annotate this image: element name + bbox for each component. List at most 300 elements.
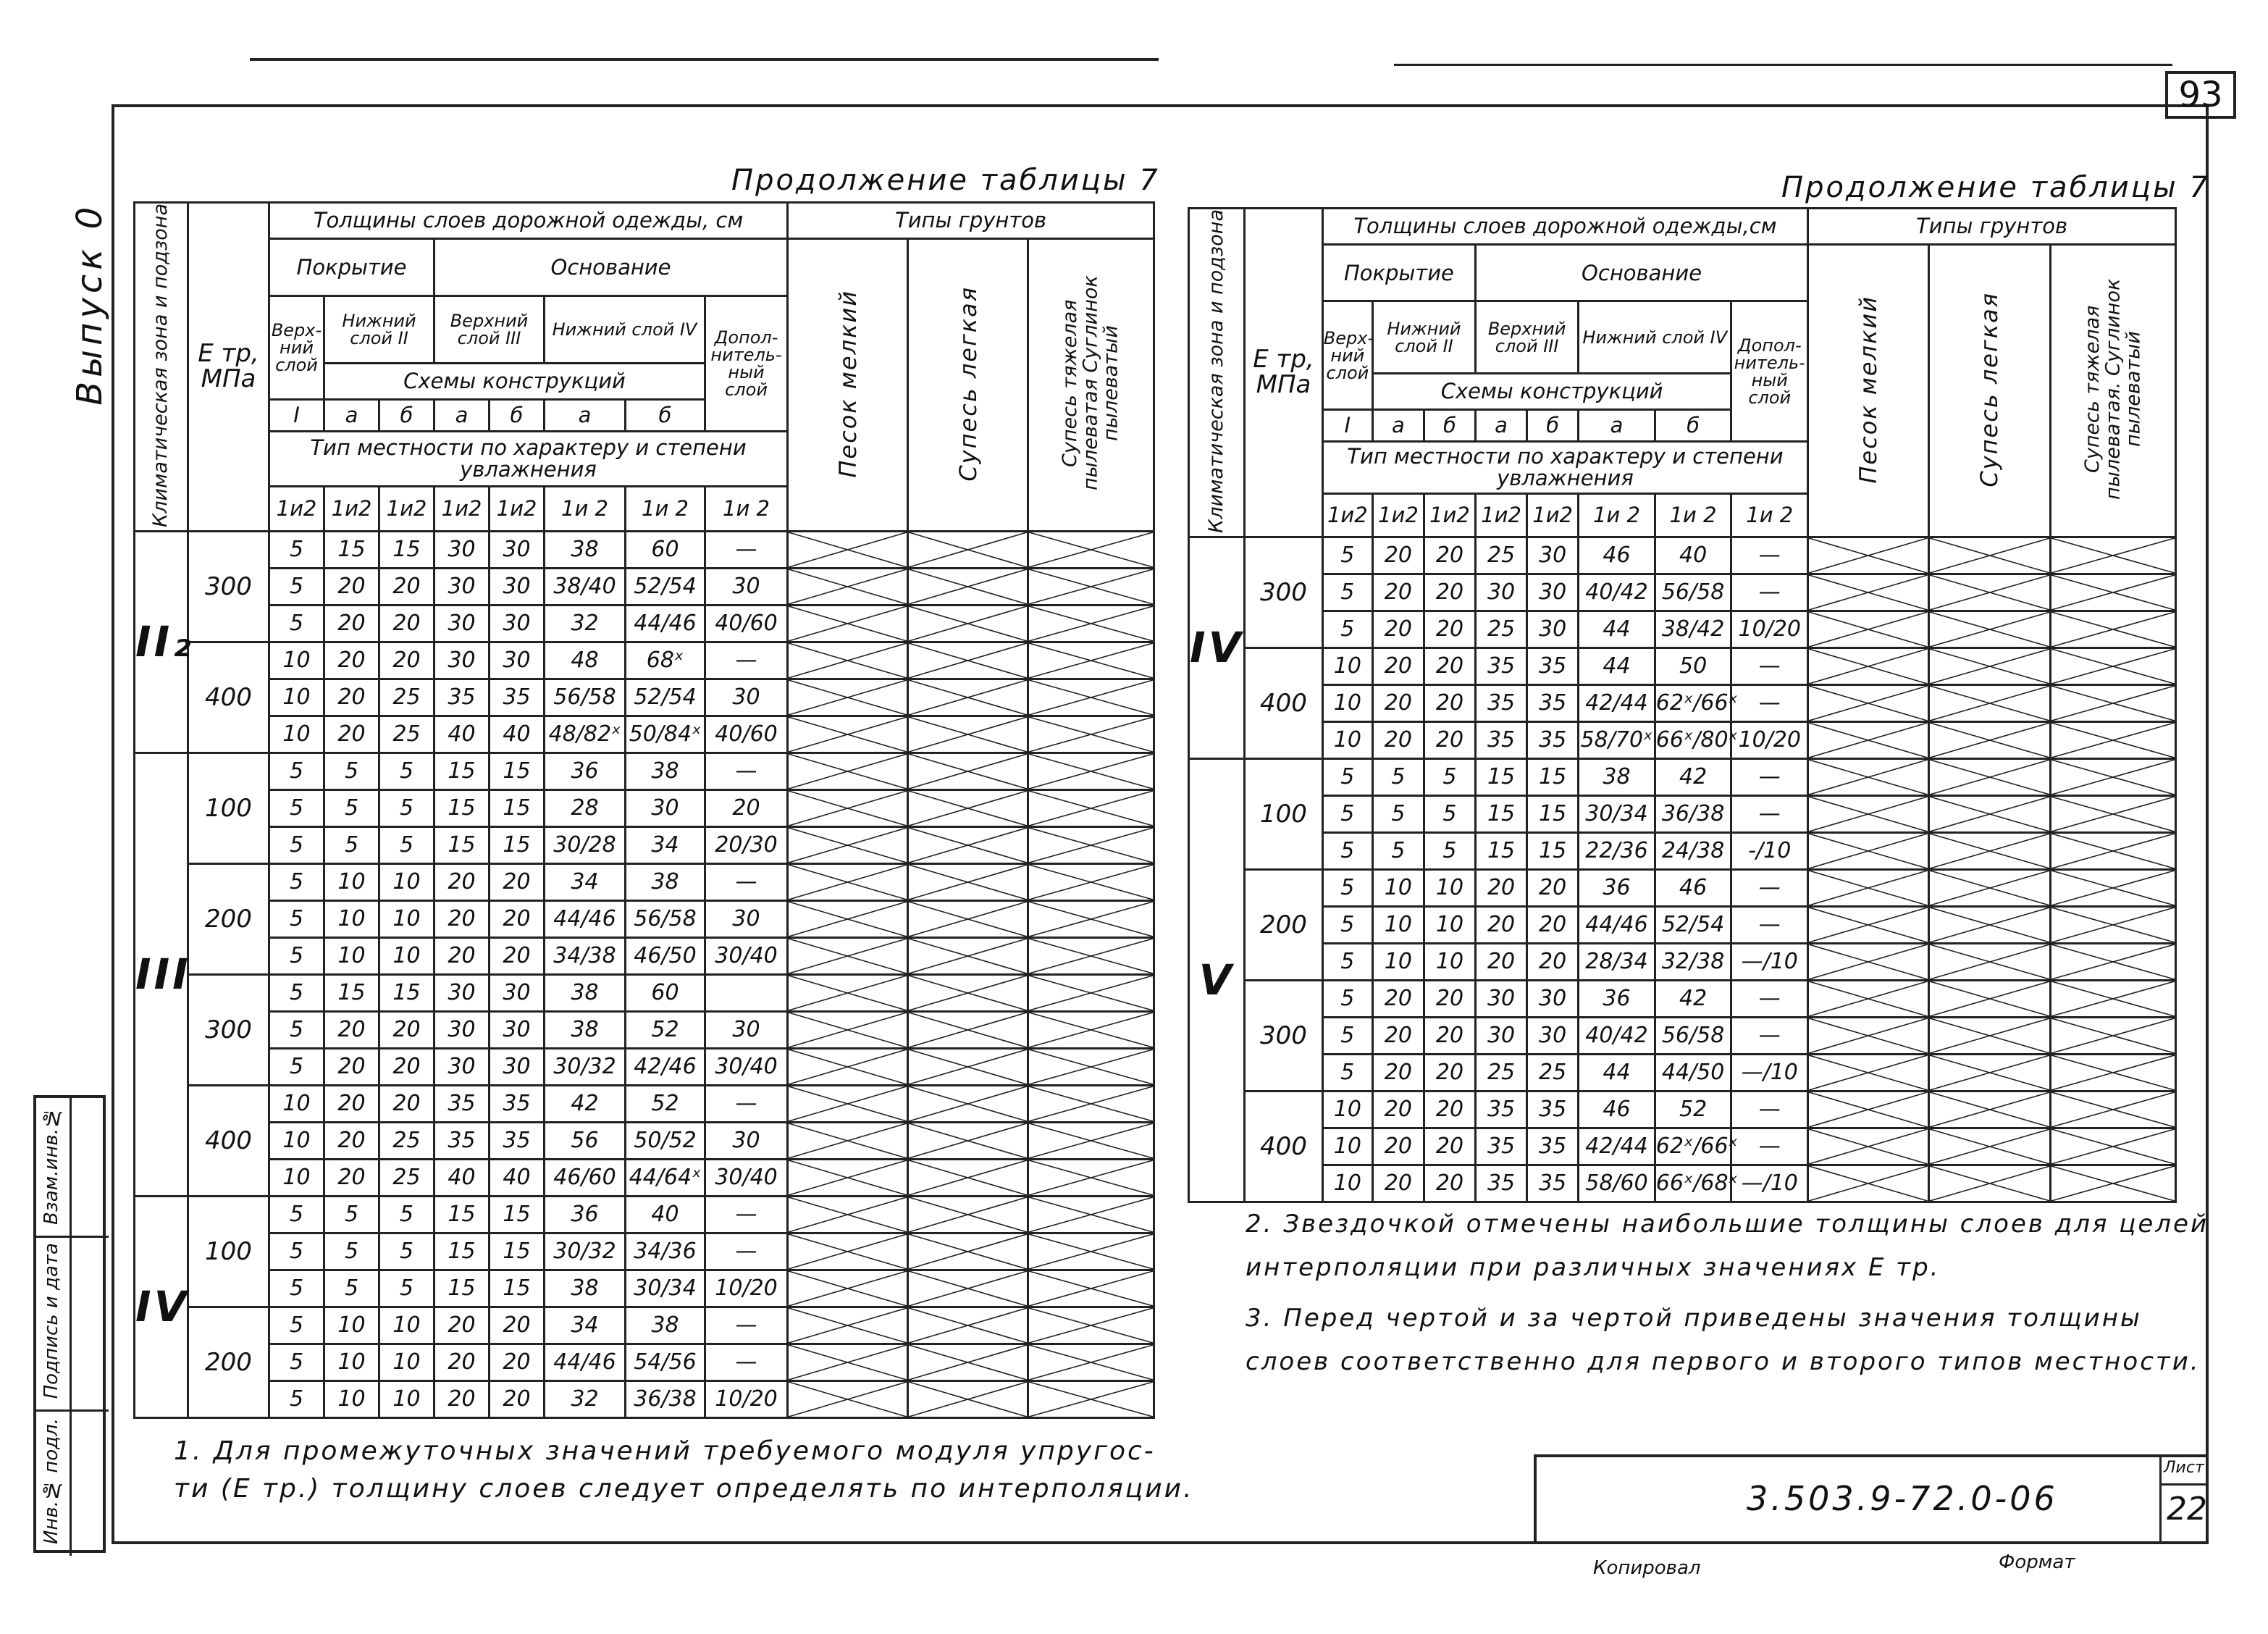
thickness-cell: 35 xyxy=(1476,648,1527,684)
thickness-cell: 5 xyxy=(379,826,434,863)
thickness-cell: 5 xyxy=(324,789,379,826)
footer-copied-by: Копировал xyxy=(1593,1557,1701,1579)
soil-cross-cell xyxy=(2051,1165,2176,1202)
thickness-cell: 20 xyxy=(490,900,545,937)
soil-cross-cell xyxy=(1028,974,1154,1011)
table-row xyxy=(1189,611,2176,648)
niz2-header: Нижний слой II xyxy=(1372,301,1475,373)
thickness-cell: 10 xyxy=(1322,1128,1372,1165)
thickness-cell: 10/20 xyxy=(1731,611,1808,648)
thickness-cell: 5 xyxy=(1322,832,1372,869)
table-row xyxy=(135,1233,1154,1270)
thickness-cell: 35 xyxy=(1476,1091,1527,1128)
soil-cross-cell xyxy=(1808,869,1929,906)
thickness-cell: 20 xyxy=(490,937,545,974)
scheme-a3: а xyxy=(545,399,626,431)
cross-mark-icon xyxy=(2051,1129,2175,1164)
cross-mark-icon xyxy=(1930,1166,2050,1201)
thickness-cell: 38 xyxy=(1579,758,1655,795)
thickness-cell: 60 xyxy=(626,531,705,568)
scheme-b1: б xyxy=(1424,409,1475,441)
soil-cross-cell xyxy=(908,863,1028,900)
thickness-cell: 35 xyxy=(490,1122,545,1159)
soil-cross-cell xyxy=(1928,795,2051,832)
thickness-cell: 15 xyxy=(379,531,434,568)
thickness-cell: 20 xyxy=(379,1048,434,1085)
soil-cross-cell xyxy=(788,1233,908,1270)
thickness-cell: 20 xyxy=(324,679,379,716)
pokrytie-header: Покрытие xyxy=(269,239,434,296)
thickness-cell: 40/60 xyxy=(705,716,788,753)
table-row xyxy=(135,1196,1154,1233)
n12-5: 1и2 xyxy=(1527,493,1579,537)
soil-cross-cell xyxy=(1808,721,1929,758)
table-row xyxy=(135,974,1154,1011)
table-row xyxy=(1189,574,2176,611)
soil-cross-cell xyxy=(908,1307,1028,1344)
thickness-cell: 62ˣ/66ˣ xyxy=(1655,684,1731,721)
thickness-cell: 10 xyxy=(1424,906,1475,943)
table-row xyxy=(135,642,1154,679)
thickness-cell: 20 xyxy=(1424,980,1475,1017)
scheme-b3: б xyxy=(626,399,705,431)
left-table-caption: Продолжение таблицы 7 xyxy=(731,164,1160,197)
thickness-cell: — xyxy=(1731,684,1808,721)
table-row xyxy=(1189,648,2176,684)
zone-header-text: Климатическая зона и подзона xyxy=(149,204,172,527)
thickness-cell: 5 xyxy=(1322,1017,1372,1054)
thickness-cell: 36/38 xyxy=(626,1380,705,1417)
zone-cell: III xyxy=(135,753,188,1196)
cross-mark-icon xyxy=(789,1382,907,1417)
cross-mark-icon xyxy=(2051,1092,2175,1127)
e-value-cell: 200 xyxy=(1245,869,1323,980)
left-table xyxy=(133,201,1155,1419)
soil-types-header: Типы грунтов xyxy=(1808,209,2176,245)
top-rule-left xyxy=(250,58,1159,61)
n12-5: 1и2 xyxy=(490,486,545,531)
soil-cross-cell xyxy=(1808,943,1929,980)
thickness-cell: 30 xyxy=(490,531,545,568)
thickness-header: Толщины слоев дорожной одежды, см xyxy=(269,203,788,239)
soil-cross-cell xyxy=(908,1196,1028,1233)
thickness-cell: 5 xyxy=(269,900,324,937)
thickness-cell: 5 xyxy=(379,753,434,789)
soil-cross-cell xyxy=(908,679,1028,716)
thickness-cell: 44/46 xyxy=(1579,906,1655,943)
cross-mark-icon xyxy=(1029,1382,1153,1417)
thickness-cell: 15 xyxy=(1476,795,1527,832)
verh3-header: Верхний слой III xyxy=(434,296,545,363)
soil-cross-cell xyxy=(1028,1307,1154,1344)
soil-cross-cell xyxy=(908,1048,1028,1085)
cross-mark-icon xyxy=(1029,643,1153,678)
cross-mark-icon xyxy=(909,606,1027,641)
thickness-cell: 34/36 xyxy=(626,1233,705,1270)
soil-cross-cell xyxy=(2051,980,2176,1017)
thickness-cell: — xyxy=(1731,574,1808,611)
thickness-cell: 20 xyxy=(324,1085,379,1122)
cross-mark-icon xyxy=(789,828,907,863)
thickness-cell: 5 xyxy=(269,863,324,900)
thickness-cell: 5 xyxy=(1372,795,1424,832)
soil-cross-cell xyxy=(1928,684,2051,721)
thickness-cell: 5 xyxy=(1322,574,1372,611)
cross-mark-icon xyxy=(2051,686,2175,721)
thickness-cell: 56 xyxy=(545,1122,626,1159)
zone-cell: IV xyxy=(1189,537,1245,758)
soil-cross-cell xyxy=(788,1085,908,1122)
soil-cross-cell xyxy=(788,1048,908,1085)
thickness-cell: 5 xyxy=(324,753,379,789)
thickness-cell: 20 xyxy=(379,605,434,642)
soil-cross-cell xyxy=(908,1159,1028,1196)
thickness-cell: 40 xyxy=(490,716,545,753)
thickness-cell: 46/50 xyxy=(626,937,705,974)
thickness-cell: — xyxy=(705,1307,788,1344)
schemes-header: Схемы конструкций xyxy=(1372,373,1731,409)
thickness-cell xyxy=(705,974,788,1011)
thickness-cell: 10 xyxy=(379,863,434,900)
note-2: 2. Звездочкой отмечены наибольшие толщины слоев для целей интерполяции при различных значениях Е тр. xyxy=(1246,1210,2209,1282)
thickness-cell: 10 xyxy=(379,1380,434,1417)
right-table xyxy=(1188,207,2177,1203)
thickness-cell: 20 xyxy=(1372,721,1424,758)
cross-mark-icon xyxy=(1029,606,1153,641)
cross-mark-icon xyxy=(1930,723,2050,758)
e-value-cell: 200 xyxy=(188,863,269,974)
niz2-header: Нижний слой II xyxy=(324,296,434,363)
soil-cross-cell xyxy=(788,531,908,568)
thickness-cell: 30/34 xyxy=(1579,795,1655,832)
cross-mark-icon xyxy=(1930,981,2050,1016)
soil-cross-cell xyxy=(908,605,1028,642)
thickness-cell: 42/46 xyxy=(626,1048,705,1085)
thickness-cell: 44 xyxy=(1579,1054,1655,1091)
soil-cross-cell xyxy=(1028,568,1154,605)
table-row xyxy=(135,1048,1154,1085)
thickness-cell: 62ˣ/66ˣ xyxy=(1655,1128,1731,1165)
soil-cross-cell xyxy=(2051,758,2176,795)
thickness-cell: 20 xyxy=(324,642,379,679)
soil-cross-cell xyxy=(1028,1233,1154,1270)
thickness-cell: 36 xyxy=(545,1196,626,1233)
cross-mark-icon xyxy=(1809,944,1928,979)
cross-mark-icon xyxy=(1809,1018,1928,1053)
thickness-cell: 44/46 xyxy=(545,900,626,937)
soil-cross-cell xyxy=(1028,1048,1154,1085)
cross-mark-icon xyxy=(2051,834,2175,868)
thickness-cell: 10 xyxy=(324,900,379,937)
soil-cross-cell xyxy=(2051,1091,2176,1128)
soil-cross-cell xyxy=(2051,721,2176,758)
thickness-cell: 52/54 xyxy=(626,568,705,605)
soil-header-2 xyxy=(1928,245,2051,537)
table-row xyxy=(1189,1017,2176,1054)
cross-mark-icon xyxy=(909,791,1027,826)
thickness-cell: 20 xyxy=(324,1122,379,1159)
thickness-cell: 38 xyxy=(545,1270,626,1307)
table-row xyxy=(135,789,1154,826)
thickness-cell: 20 xyxy=(1372,1128,1424,1165)
soil-cross-cell xyxy=(788,789,908,826)
thickness-cell: 36 xyxy=(1579,980,1655,1017)
cross-mark-icon xyxy=(1809,797,1928,831)
cross-mark-icon xyxy=(1029,865,1153,900)
thickness-cell: 20 xyxy=(1527,943,1579,980)
e-value-cell: 400 xyxy=(1245,1091,1323,1202)
thickness-cell: 20 xyxy=(1372,1165,1424,1202)
thickness-cell: 42 xyxy=(1655,980,1731,1017)
soil-cross-cell xyxy=(908,974,1028,1011)
soil-cross-cell xyxy=(2051,648,2176,684)
n12-7: 1и 2 xyxy=(1655,493,1731,537)
e-value-cell: 300 xyxy=(1245,980,1323,1091)
thickness-cell: 20 xyxy=(434,1307,490,1344)
thickness-cell: 30 xyxy=(705,900,788,937)
thickness-cell: 10 xyxy=(269,1159,324,1196)
verh-header: Верх-ний слой xyxy=(269,296,324,399)
soil-cross-cell xyxy=(1808,537,1929,574)
thickness-cell: 5 xyxy=(379,1233,434,1270)
thickness-cell: 15 xyxy=(434,1270,490,1307)
soil-cross-cell xyxy=(1808,648,1929,684)
thickness-cell: 36 xyxy=(545,753,626,789)
e-value-cell: 400 xyxy=(188,642,269,753)
soil-cross-cell xyxy=(1028,716,1154,753)
e-value-cell: 100 xyxy=(188,1196,269,1307)
thickness-cell: 15 xyxy=(490,826,545,863)
cross-mark-icon xyxy=(909,1382,1027,1417)
right-table-caption: Продолжение таблицы 7 xyxy=(1781,171,2210,204)
cross-mark-icon xyxy=(909,1197,1027,1232)
thickness-cell: 30 xyxy=(434,974,490,1011)
table-row xyxy=(1189,943,2176,980)
thickness-cell: 10 xyxy=(379,1344,434,1380)
note-3: 3. Перед чертой и за чертой приведены значения толщины слоев соответственно для первого и второго типов местности. xyxy=(1246,1304,2201,1376)
thickness-cell: 15 xyxy=(1527,795,1579,832)
thickness-cell: 38 xyxy=(545,974,626,1011)
cross-mark-icon xyxy=(789,717,907,752)
soil-cross-cell xyxy=(788,1270,908,1307)
thickness-cell: 68ˣ xyxy=(626,642,705,679)
thickness-cell: 20 xyxy=(1372,611,1424,648)
table-row xyxy=(1189,721,2176,758)
thickness-cell: 10 xyxy=(1322,684,1372,721)
thickness-cell: 5 xyxy=(1372,832,1424,869)
soil-header-1 xyxy=(1808,245,1929,537)
page-number: 93 xyxy=(2178,75,2223,115)
scheme-I: I xyxy=(269,399,324,431)
thickness-cell: 44/46 xyxy=(626,605,705,642)
thickness-cell: 46 xyxy=(1579,1091,1655,1128)
thickness-cell: 30/32 xyxy=(545,1233,626,1270)
thickness-cell: 25 xyxy=(379,679,434,716)
n12-8: 1и 2 xyxy=(705,486,788,531)
zone-cell: V xyxy=(1189,758,1245,1202)
cross-mark-icon xyxy=(1809,1092,1928,1127)
cross-mark-icon xyxy=(1930,1055,2050,1090)
soil-header-3-text: Супесь тяжелая пылеватая. Суглинок пылеватый xyxy=(2080,278,2145,500)
cross-mark-icon xyxy=(909,902,1027,937)
soil-header-1-text: Песок мелкий xyxy=(1854,295,1882,484)
soil-cross-cell xyxy=(788,1011,908,1048)
cross-mark-icon xyxy=(1930,1018,2050,1053)
thickness-cell: 5 xyxy=(269,753,324,789)
thickness-cell: 10/20 xyxy=(705,1270,788,1307)
thickness-cell: 32/38 xyxy=(1655,943,1731,980)
thickness-cell: 35 xyxy=(1527,721,1579,758)
stamp-label-2: Подпись и дата xyxy=(41,1243,62,1399)
thickness-cell: 38/40 xyxy=(545,568,626,605)
thickness-cell: 10 xyxy=(1322,648,1372,684)
thickness-cell: — xyxy=(1731,1128,1808,1165)
thickness-cell: 40/42 xyxy=(1579,1017,1655,1054)
thickness-cell: 20 xyxy=(490,863,545,900)
soil-cross-cell xyxy=(1808,1165,1929,1202)
thickness-header: Толщины слоев дорожной одежды,см xyxy=(1322,209,1807,245)
sheet-number: 22 xyxy=(2167,1491,2207,1528)
soil-cross-cell xyxy=(1808,980,1929,1017)
n12-3: 1и2 xyxy=(1424,493,1475,537)
soil-cross-cell xyxy=(1028,826,1154,863)
cross-mark-icon xyxy=(1809,908,1928,942)
thickness-cell: 35 xyxy=(1476,684,1527,721)
thickness-cell: 20 xyxy=(1476,906,1527,943)
thickness-cell: 20 xyxy=(705,789,788,826)
cross-mark-icon xyxy=(789,1308,907,1343)
thickness-cell: 20 xyxy=(324,568,379,605)
table-row xyxy=(135,937,1154,974)
thickness-cell: 35 xyxy=(434,1122,490,1159)
thickness-cell: 10 xyxy=(1372,906,1424,943)
scheme-b3: б xyxy=(1655,409,1731,441)
thickness-cell: 44/64ˣ xyxy=(626,1159,705,1196)
soil-cross-cell xyxy=(2051,906,2176,943)
soil-cross-cell xyxy=(908,716,1028,753)
thickness-cell: 25 xyxy=(1476,611,1527,648)
soil-cross-cell xyxy=(788,900,908,937)
thickness-cell: 30 xyxy=(705,679,788,716)
cross-mark-icon xyxy=(2051,723,2175,758)
soil-cross-cell xyxy=(1028,900,1154,937)
cross-mark-icon xyxy=(1029,976,1153,1010)
thickness-cell: 5 xyxy=(269,568,324,605)
thickness-cell: 52 xyxy=(626,1011,705,1048)
thickness-cell: 5 xyxy=(269,937,324,974)
cross-mark-icon xyxy=(789,643,907,678)
cross-mark-icon xyxy=(1930,1129,2050,1164)
thickness-cell: 30/32 xyxy=(545,1048,626,1085)
pokrytie-header: Покрытие xyxy=(1322,245,1475,301)
thickness-cell: 20 xyxy=(490,1380,545,1417)
soil-cross-cell xyxy=(2051,574,2176,611)
thickness-cell: —/10 xyxy=(1731,1165,1808,1202)
table-row xyxy=(135,1344,1154,1380)
thickness-cell: — xyxy=(1731,758,1808,795)
stamp-divider xyxy=(70,1098,72,1556)
thickness-cell: 20 xyxy=(1527,869,1579,906)
e-value-cell: 300 xyxy=(1245,537,1323,648)
table-row xyxy=(135,1307,1154,1344)
thickness-cell: —/10 xyxy=(1731,1054,1808,1091)
soil-cross-cell xyxy=(1928,574,2051,611)
table-row xyxy=(135,1011,1154,1048)
thickness-cell: 10 xyxy=(269,679,324,716)
thickness-cell: 30 xyxy=(1527,980,1579,1017)
thickness-cell: 20 xyxy=(1424,1054,1475,1091)
table-row xyxy=(135,605,1154,642)
cross-mark-icon xyxy=(909,1086,1027,1121)
table-row xyxy=(135,716,1154,753)
soil-cross-cell xyxy=(1028,863,1154,900)
thickness-cell: 20 xyxy=(434,1344,490,1380)
table-row xyxy=(1189,795,2176,832)
soil-cross-cell xyxy=(1928,611,2051,648)
thickness-cell: 30 xyxy=(1527,611,1579,648)
thickness-cell: 25 xyxy=(379,1159,434,1196)
cross-mark-icon xyxy=(789,1013,907,1047)
e-value-cell: 300 xyxy=(188,974,269,1085)
table-row xyxy=(1189,1165,2176,1202)
thickness-cell: 20 xyxy=(324,1159,379,1196)
thickness-cell: — xyxy=(1731,1091,1808,1128)
cross-mark-icon xyxy=(909,1013,1027,1047)
thickness-cell: 30 xyxy=(1476,980,1527,1017)
cross-mark-icon xyxy=(789,1234,907,1269)
thickness-cell: 42/44 xyxy=(1579,1128,1655,1165)
table-row xyxy=(135,1122,1154,1159)
soil-header-2-text: Супесь легкая xyxy=(1975,291,2004,487)
n12-3: 1и2 xyxy=(379,486,434,531)
table-row xyxy=(1189,980,2176,1017)
soil-cross-cell xyxy=(1028,1196,1154,1233)
thickness-cell: 30 xyxy=(490,568,545,605)
soil-header-1-text: Песок мелкий xyxy=(833,289,862,478)
thickness-cell: 42 xyxy=(1655,758,1731,795)
thickness-cell: 30 xyxy=(434,1011,490,1048)
table-row xyxy=(135,568,1154,605)
page-number-box xyxy=(2165,71,2236,119)
soil-cross-cell xyxy=(2051,537,2176,574)
thickness-cell: 20 xyxy=(1424,1128,1475,1165)
cross-mark-icon xyxy=(1029,1086,1153,1121)
thickness-cell: 20 xyxy=(1527,906,1579,943)
thickness-cell: 20 xyxy=(1372,1054,1424,1091)
thickness-cell: 54/56 xyxy=(626,1344,705,1380)
stamp-column xyxy=(33,1095,106,1553)
thickness-cell: 25 xyxy=(1476,537,1527,574)
cross-mark-icon xyxy=(1930,538,2050,573)
thickness-cell: —/10 xyxy=(1731,943,1808,980)
thickness-cell: 48 xyxy=(545,642,626,679)
scheme-a1: а xyxy=(1372,409,1424,441)
niz4-header: Нижний слой IV xyxy=(545,296,705,363)
table-row xyxy=(1189,684,2176,721)
cross-mark-icon xyxy=(1029,680,1153,715)
thickness-cell: 20/30 xyxy=(705,826,788,863)
thickness-cell: 10 xyxy=(1322,1091,1372,1128)
thickness-cell: 5 xyxy=(1372,758,1424,795)
thickness-cell: 36/38 xyxy=(1655,795,1731,832)
thickness-cell: 20 xyxy=(434,1380,490,1417)
soil-cross-cell xyxy=(1808,795,1929,832)
thickness-cell: 20 xyxy=(1476,943,1527,980)
thickness-cell: 44/50 xyxy=(1655,1054,1731,1091)
thickness-cell: 56/58 xyxy=(545,679,626,716)
thickness-cell: 30 xyxy=(705,1122,788,1159)
cross-mark-icon xyxy=(2051,575,2175,610)
